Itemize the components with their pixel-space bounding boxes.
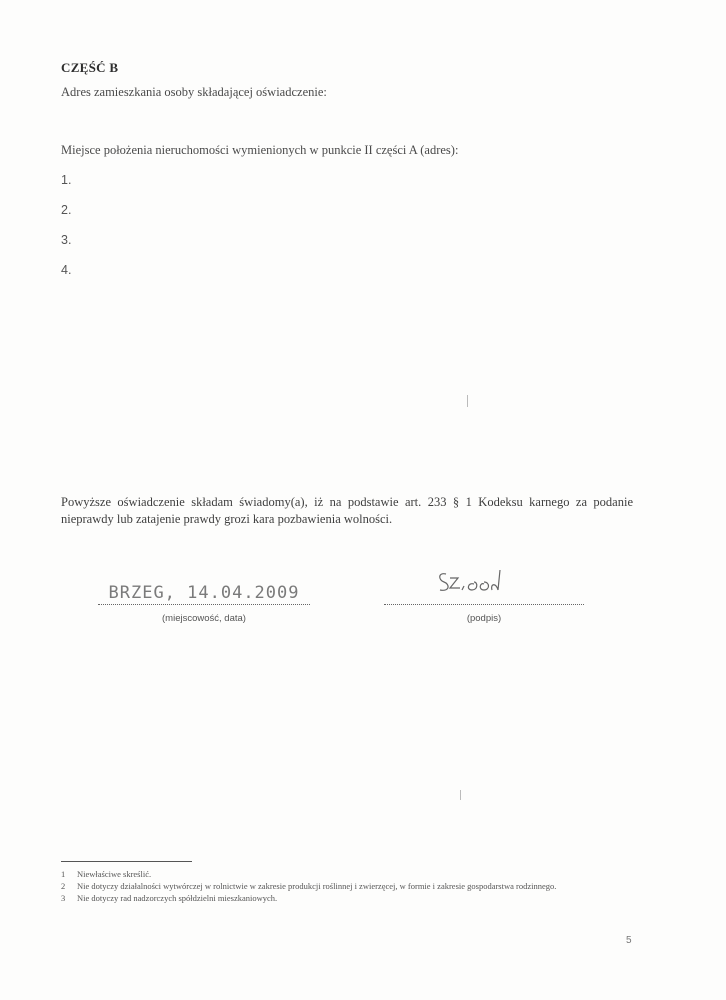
signature-line [384, 572, 584, 605]
footnotes [61, 868, 556, 904]
place-date-caption: (miejscowość, data) [162, 613, 246, 624]
page-number: 5 [626, 935, 632, 946]
place-date-line [98, 578, 310, 605]
signature-scribble-icon [434, 564, 514, 600]
list-item: 1. [61, 173, 72, 187]
list-item: 3. [61, 233, 72, 247]
footnote: 2 Nie dotyczy działalności wytwórczej w rolnictwie w zakresie produkcji roślinnej i zwierzęcej, w formie i zakresie gospodarstwa rodzinnego. [61, 881, 557, 891]
footnote: 3 Nie dotyczy rad nadzorczych spółdzielni mieszkaniowych. [61, 893, 278, 903]
place-date-handwriting: BRZEG, 14.04.2009 [108, 583, 300, 603]
signature-block [384, 572, 584, 624]
place-date-block [98, 578, 310, 624]
footnote: 1 Niewłaściwe skreślić. [61, 869, 152, 879]
property-location-label: Miejsce położenia nieruchomości wymienionych w punkcie II części A (adres): [61, 143, 459, 157]
list-item: 4. [61, 263, 72, 277]
list-item: 2. [61, 203, 72, 217]
scan-speck [460, 790, 461, 800]
footnote-divider [61, 861, 192, 862]
scan-speck [467, 395, 468, 407]
address-list [61, 173, 71, 293]
declaration-text: Powyższe oświadczenie składam świadomy(a), iż na podstawie art. 233 § 1 Kodeksu karnego za podanie nieprawdy lub zatajenie prawdy grozi kara pozbawienia wolności. [61, 495, 633, 526]
section-heading: CZĘŚĆ B [61, 60, 119, 75]
address-label: Adres zamieszkania osoby składającej oświadczenie: [61, 85, 327, 99]
signature-caption: (podpis) [466, 613, 502, 624]
